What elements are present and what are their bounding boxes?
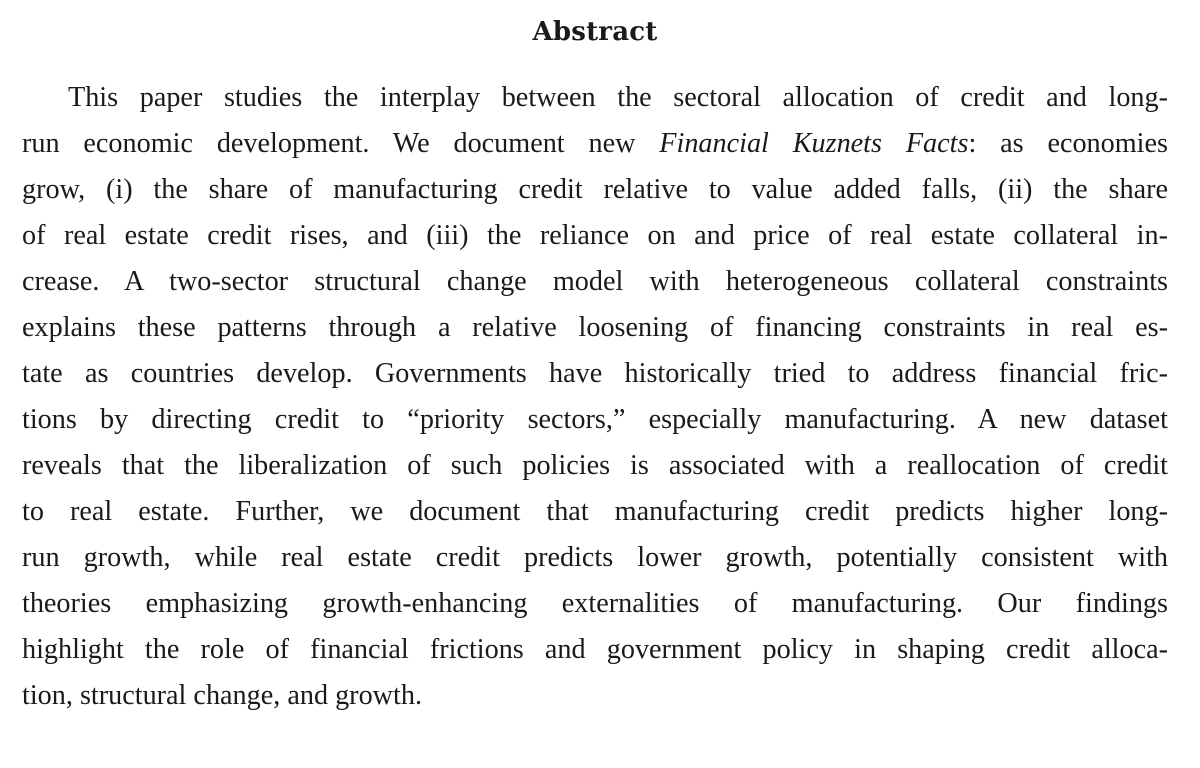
- abstract-text: run growth, while real estate credit predicts lower growth, potentially consistent with: [22, 542, 1168, 573]
- abstract-text: grow, (i) the share of manufacturing credit relative to value added falls, (ii) the share: [22, 174, 1168, 205]
- abstract-line: [22, 443, 1168, 489]
- abstract-text: : as economies: [968, 128, 1168, 159]
- abstract-line: [22, 535, 1168, 581]
- abstract-line: [22, 167, 1168, 213]
- abstract-line: [22, 673, 1168, 719]
- abstract-text: tate as countries develop. Governments have historically tried to address financial fric-: [22, 358, 1168, 389]
- italic-term: Financial Kuznets Facts: [659, 128, 969, 159]
- abstract-line: [22, 213, 1168, 259]
- abstract-text: explains these patterns through a relative loosening of financing constraints in real es-: [22, 312, 1168, 343]
- abstract-line: [22, 397, 1168, 443]
- abstract-text: theories emphasizing growth-enhancing externalities of manufacturing. Our findings: [22, 588, 1168, 619]
- abstract-line: [22, 581, 1168, 627]
- abstract-line: [22, 305, 1168, 351]
- abstract-line: [22, 121, 1168, 167]
- abstract-text: tions by directing credit to “priority sectors,” especially manufacturing. A new dataset: [22, 404, 1168, 435]
- abstract-text: of real estate credit rises, and (iii) the reliance on and price of real estate collateral in-: [22, 220, 1168, 251]
- abstract-text: This paper studies the interplay between the sectoral allocation of credit and long-: [68, 82, 1168, 113]
- abstract-line: [22, 489, 1168, 535]
- abstract-line: [22, 75, 1168, 121]
- abstract-line: [22, 351, 1168, 397]
- abstract-text: run economic development. We document new: [22, 128, 660, 159]
- abstract-text: tion, structural change, and growth.: [22, 680, 422, 711]
- abstract-paragraph: [22, 75, 1168, 719]
- abstract-text: reveals that the liberalization of such policies is associated with a reallocation of credit: [22, 450, 1168, 481]
- abstract-text: to real estate. Further, we document that manufacturing credit predicts higher long-: [22, 496, 1168, 527]
- abstract-line: [22, 627, 1168, 673]
- paper-page: [22, 0, 1168, 768]
- abstract-text: crease. A two-sector structural change model with heterogeneous collateral constraints: [22, 266, 1168, 297]
- abstract-text: highlight the role of financial frictions and government policy in shaping credit alloca-: [22, 634, 1168, 665]
- abstract-line: [22, 259, 1168, 305]
- abstract-heading: Abstract: [532, 17, 658, 47]
